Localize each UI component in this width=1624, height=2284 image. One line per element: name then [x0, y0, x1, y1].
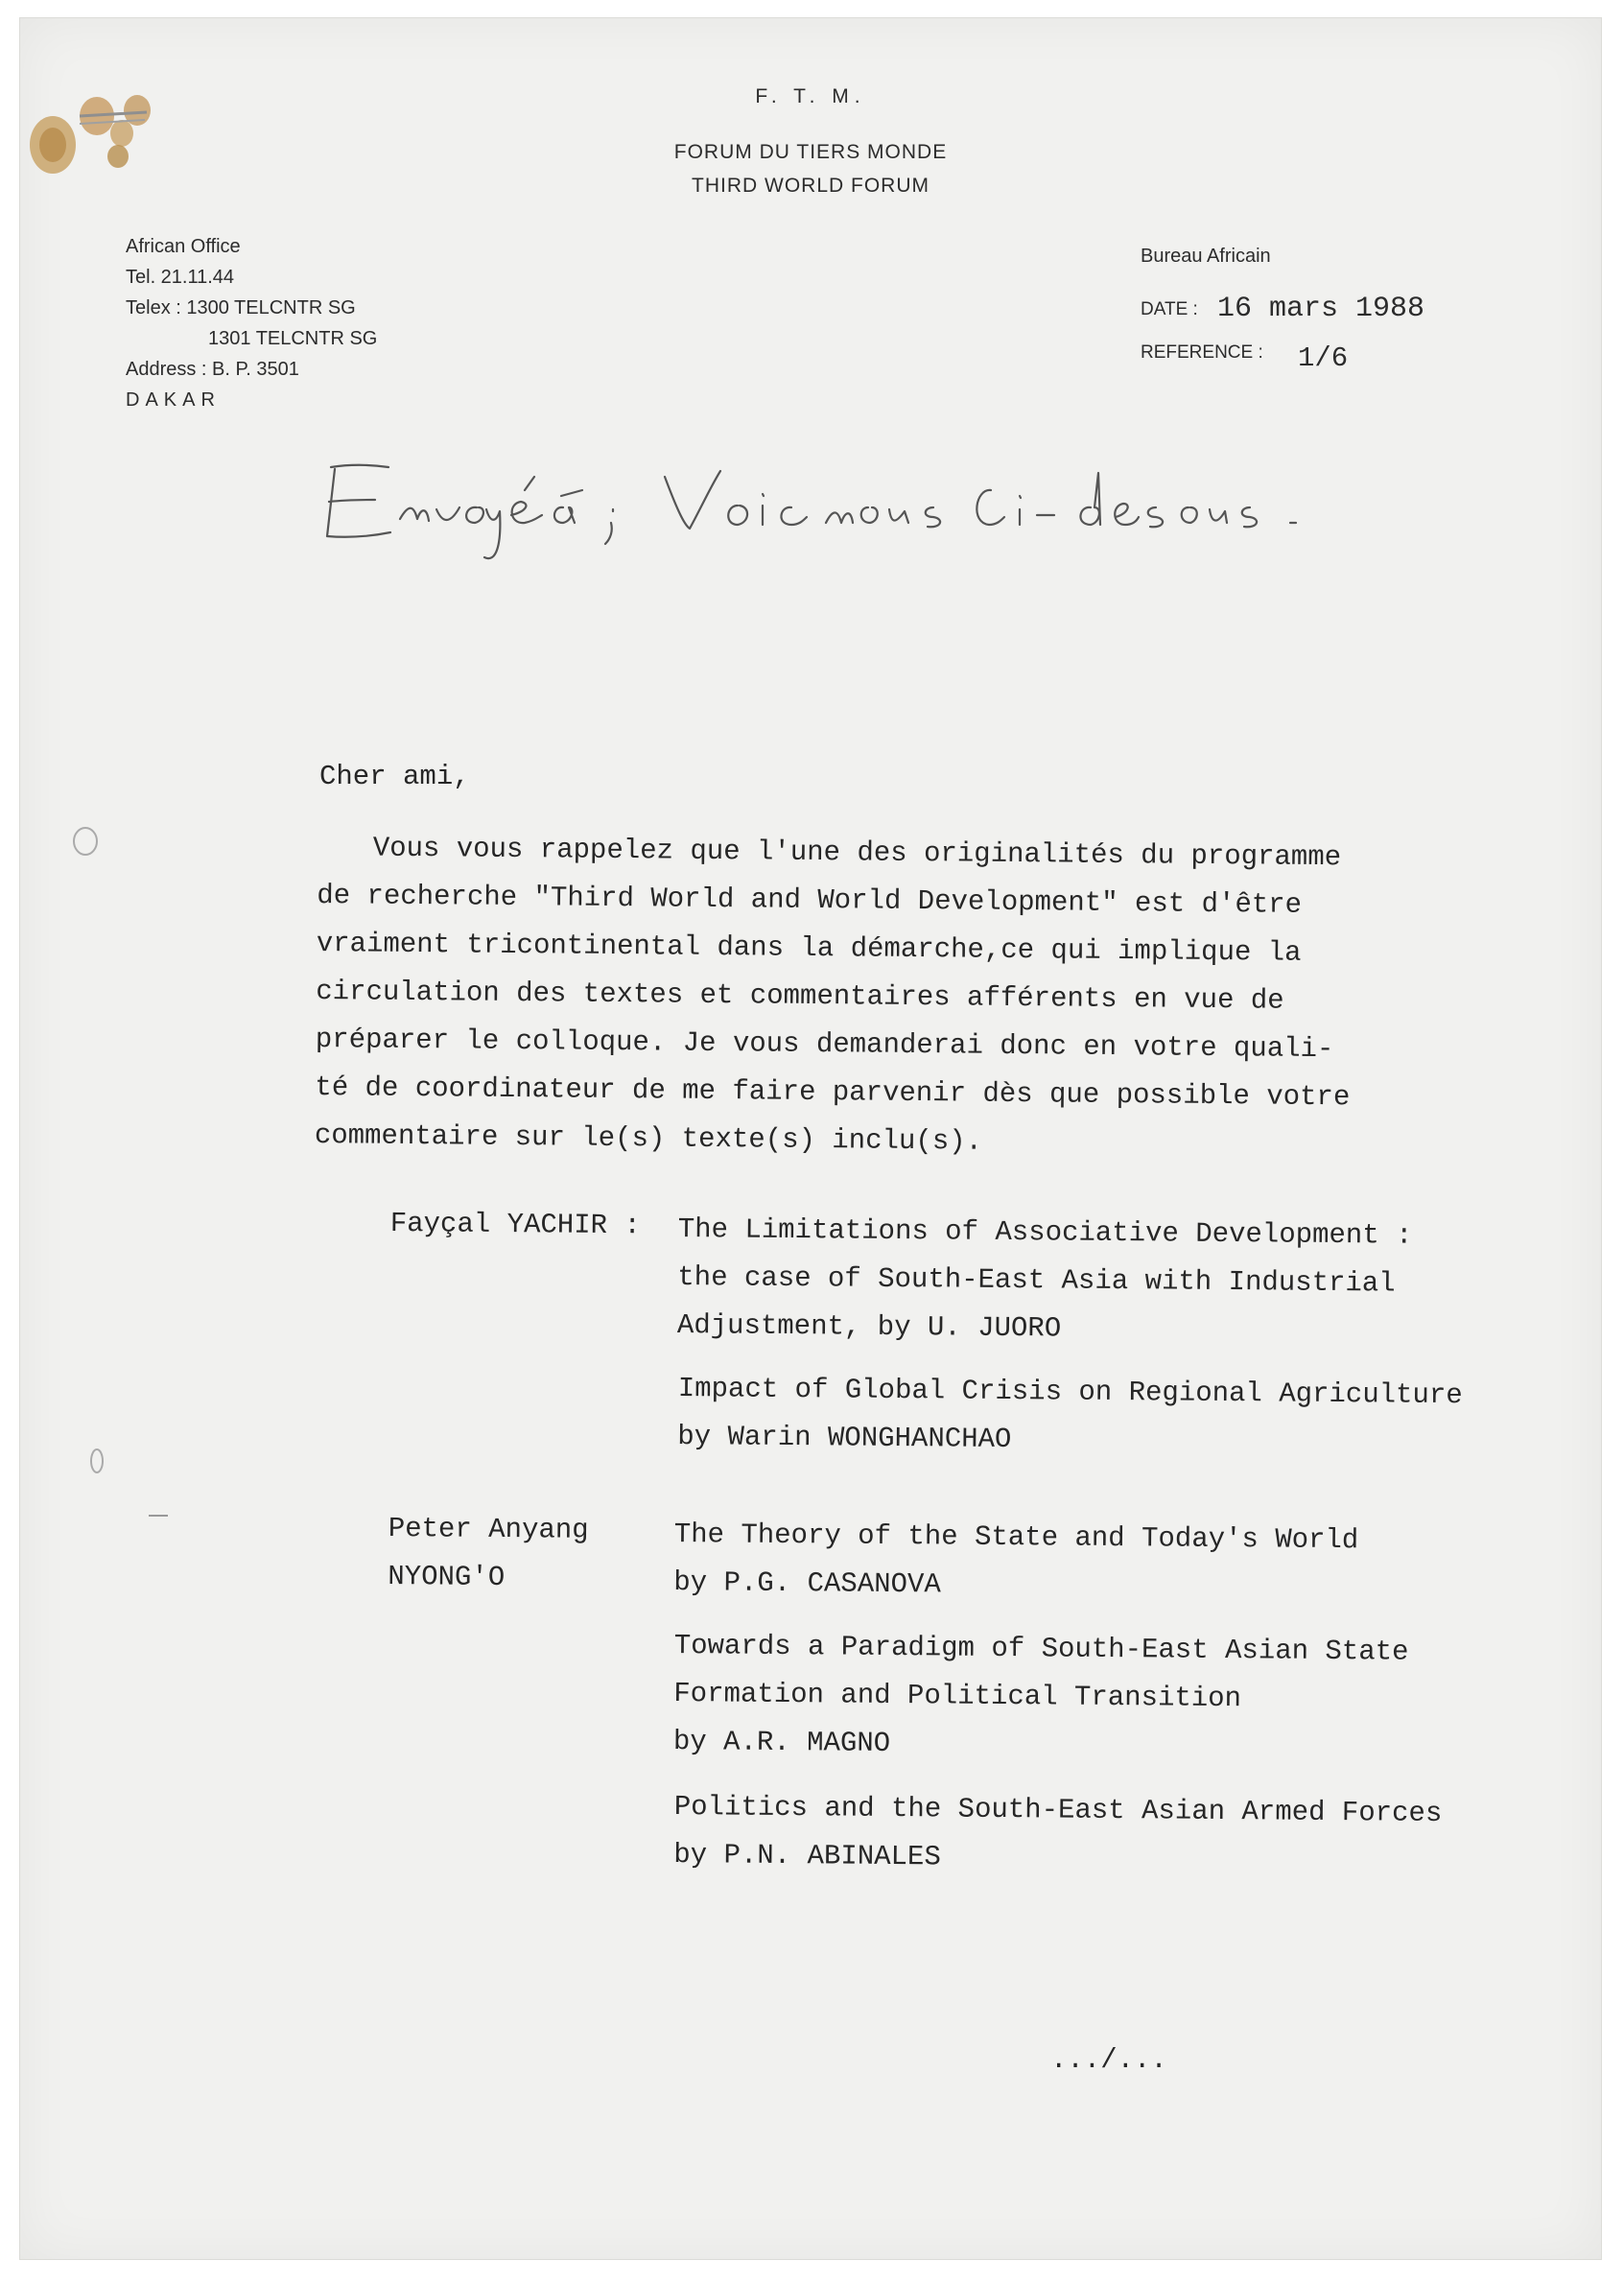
bureau-label: Bureau Africain	[1141, 246, 1271, 267]
recipient-text-entry	[673, 1511, 1358, 1613]
office-telex-2: 1301 TELCNTR SG	[208, 328, 378, 349]
text-title-line: The Limitations of Associative Development :	[677, 1213, 1413, 1252]
office-address: Address : B. P. 3501	[126, 359, 299, 380]
handwritten-annotation	[308, 431, 1344, 575]
reference-label: REFERENCE :	[1141, 342, 1263, 363]
body-paragraph	[315, 824, 1353, 1169]
text-title-line: the case of South-East Asia with Industrial	[677, 1260, 1396, 1300]
margin-dash-mark-icon	[145, 1511, 174, 1520]
text-title-line: Towards a Paradigm of South-East Asian State	[673, 1629, 1409, 1668]
text-title-line: by P.N. ABINALES	[673, 1838, 941, 1873]
recipient-text-entry	[677, 1365, 1463, 1468]
paragraph-line: de recherche "Third World and World Development" est d'être	[317, 879, 1303, 921]
paragraph-line: vraiment tricontinental dans la démarche,ce qui implique la	[316, 927, 1302, 969]
paragraph-line: té de coordinateur de me faire parvenir dès que possible votre	[315, 1071, 1351, 1114]
recipient-name-line: NYONG'O	[388, 1560, 506, 1594]
office-title: African Office	[126, 236, 241, 257]
recipient-name	[388, 1505, 589, 1603]
margin-circle-mark-icon	[66, 822, 105, 860]
margin-circle-mark-icon	[83, 1442, 112, 1480]
text-title-line: The Theory of the State and Today's World	[673, 1518, 1359, 1557]
office-address-block	[126, 231, 377, 415]
recipient-name-line: Peter Anyang	[388, 1512, 589, 1546]
date-label: DATE :	[1141, 299, 1198, 319]
salutation: Cher ami,	[319, 761, 470, 792]
letter-page	[19, 17, 1602, 2260]
recipient-name-line: Fayçal YACHIR :	[389, 1207, 641, 1242]
office-city: DAKAR	[126, 389, 221, 411]
date-value: 16 mars 1988	[1217, 293, 1425, 325]
reference-value: 1/6	[1298, 342, 1349, 374]
text-title-line: Formation and Political Transition	[673, 1677, 1242, 1715]
text-title-line: Impact of Global Crisis on Regional Agriculture	[677, 1372, 1463, 1412]
text-title-line: Adjustment, by U. JUORO	[676, 1308, 1062, 1345]
recipient-name	[390, 1200, 641, 1250]
office-telex-1: Telex : 1300 TELCNTR SG	[126, 297, 356, 318]
text-title-line: by A.R. MAGNO	[672, 1725, 891, 1759]
office-tel: Tel. 21.11.44	[126, 267, 235, 288]
recipient-text-entry	[677, 1206, 1413, 1356]
org-acronym: F. T. M.	[755, 85, 866, 107]
org-name-french: FORUM DU TIERS MONDE	[673, 141, 948, 163]
text-title-line: Politics and the South-East Asian Armed Forces	[673, 1790, 1443, 1829]
text-title-line: by Warin WONGHANCHAO	[677, 1420, 1012, 1456]
paragraph-line: Vous vous rappelez que l'une des originalités du programme	[372, 832, 1342, 874]
org-name-english: THIRD WORLD FORUM	[692, 175, 930, 197]
paragraph-line: commentaire sur le(s) texte(s) inclu(s).	[314, 1118, 983, 1158]
continuation-mark: .../...	[1050, 2044, 1167, 2076]
recipient-text-entry	[673, 1622, 1409, 1773]
recipient-text-entry	[673, 1783, 1442, 1886]
paragraph-line: préparer le colloque. Je vous demanderai donc en votre quali-	[315, 1023, 1334, 1066]
text-title-line: by P.G. CASANOVA	[673, 1566, 941, 1601]
paragraph-line: circulation des textes et commentaires afférents en vue de	[316, 975, 1284, 1017]
